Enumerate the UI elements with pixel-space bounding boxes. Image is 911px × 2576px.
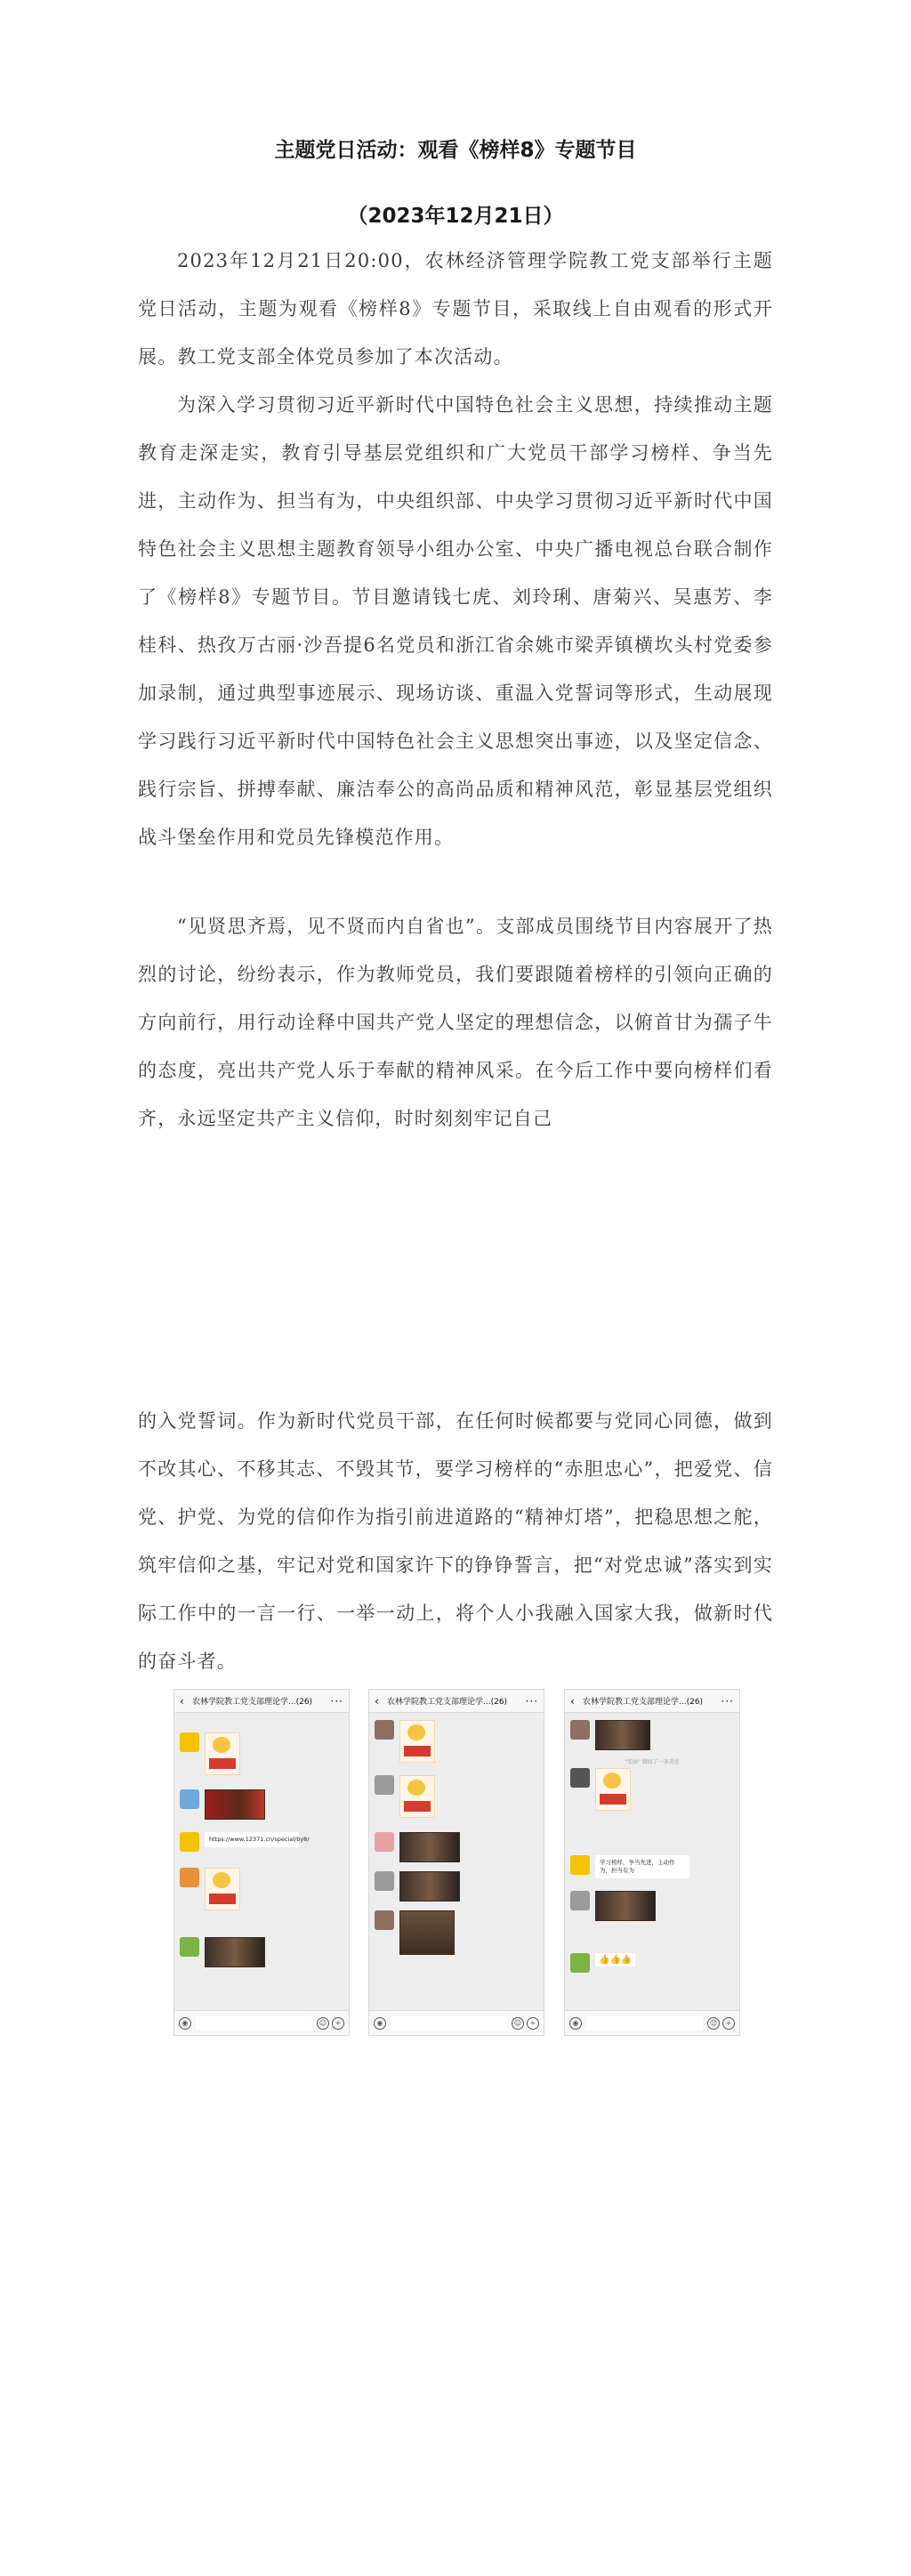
chat-input-bar (369, 2010, 544, 2035)
chat-body (174, 1713, 349, 2010)
chat-message (375, 1910, 455, 1955)
avatar (375, 1832, 394, 1852)
chat-message (180, 1937, 265, 1967)
chat-header (565, 1690, 739, 1713)
chat-message (375, 1832, 460, 1862)
message-input (391, 2016, 507, 2031)
emoji-icon: ☺ (512, 2017, 524, 2030)
chat-message (375, 1775, 435, 1818)
video-thumbnail (205, 1789, 265, 1820)
back-chevron-icon: ‹ (375, 1694, 379, 1708)
shared-card (205, 1868, 240, 1910)
emoji-icon: ☺ (707, 2017, 720, 2030)
paragraph: 的入党誓词。作为新时代党员干部，在任何时候都要与党同心同德，做到不改其心、不移其志、不毁其节，要学习榜样的“赤胆忠心”，把爱党、信党、护党、为党的信仰作为指引前进道路的“精神灯塔”，把稳思想之舵，筑牢信仰之基，牢记对党和国家许下的铮铮誓言，把“对党忠诚”落实到实际工作中的一言一行、一举一动上，将个人小我融入国家大我，做新时代的奋斗者。 (138, 1410, 773, 1672)
avatar (570, 1720, 590, 1740)
avatar (180, 1732, 199, 1752)
emoji-message: 👍👍👍 (595, 1953, 635, 1966)
paragraph: “见贤思齐焉，见不贤而内自省也”。支部成员围绕节目内容展开了热烈的讨论，纷纷表示，作为教师党员，我们要跟随着榜样的引领向正确的方向前行，用行动诠释中国共产党人坚定的理想信念，以俯首甘为孺子牛的态度，亮出共产党人乐于奉献的精神风采。在今后工作中要向榜样们看齐，永远坚定共产主义信仰，时时刻刻牢记自己 (138, 916, 773, 1129)
chat-title: 农林学院教工党支部理论学...(26) (387, 1698, 508, 1707)
avatar (570, 1953, 590, 1973)
text-message: 学习榜样，争当先进，主动作为，担当有为 (595, 1855, 689, 1878)
chat-message (180, 1832, 310, 1852)
avatar (375, 1720, 394, 1740)
avatar (570, 1891, 590, 1910)
chat-message (180, 1868, 240, 1910)
paragraph: 为深入学习贯彻习近平新时代中国特色社会主义思想，持续推动主题教育走深走实，教育引导基层党组织和广大党员干部学习榜样、争当先进，主动作为、担当有为，中央组织部、中央学习贯彻习近平新时代中国特色社会主义思想主题教育领导小组办公室、中央广播电视总台联合制作了《榜样8》专题节目。节目邀请钱七虎、刘玲琍、唐菊兴、吴惠芳、李桂科、热孜万古丽·沙吾提6名党员和浙江省余姚市梁弄镇横坎头村党委参加录制，通过典型事迹展示、现场访谈、重温入党誓词等形式，生动展现学习践行习近平新时代中国特色社会主义思想突出事迹，以及坚定信念、践行宗旨、拼搏奉献、廉洁奉公的高尚品质和精神风范，彰显基层党组织战斗堡垒作用和党员先锋模范作用。 (138, 394, 773, 848)
chat-input-bar (565, 2010, 739, 2035)
chat-message (375, 1871, 460, 1902)
document-date: （2023年12月21日） (347, 205, 564, 228)
chat-screenshot-1 (173, 1689, 350, 2036)
message-input (196, 2016, 312, 2031)
link-message: https://www.12371.cn/special/by8/ (205, 1832, 299, 1847)
chat-title: 农林学院教工党支部理论学...(26) (583, 1698, 704, 1707)
chat-input-bar (174, 2010, 349, 2035)
message-input (586, 2016, 703, 2031)
shared-card (205, 1732, 240, 1775)
video-thumbnail (595, 1891, 656, 1921)
avatar (180, 1937, 199, 1957)
chat-message (570, 1768, 631, 1811)
chat-header (369, 1690, 544, 1713)
chat-message (180, 1732, 240, 1775)
recall-notice: "张丽" 撤回了一条消息 (625, 1759, 680, 1765)
avatar (375, 1910, 394, 1930)
back-chevron-icon: ‹ (570, 1694, 575, 1708)
plus-icon: + (722, 2017, 735, 2030)
chat-screenshot-2 (368, 1689, 544, 2036)
avatar (180, 1789, 199, 1809)
avatar (570, 1855, 590, 1875)
video-thumbnail (399, 1910, 455, 1955)
video-thumbnail (595, 1720, 650, 1750)
chat-message (570, 1891, 656, 1921)
voice-icon: ◉ (374, 2017, 386, 2030)
more-dots-icon: ··· (525, 1694, 538, 1708)
chat-message (570, 1720, 650, 1750)
plus-icon: + (527, 2017, 539, 2030)
voice-icon: ◉ (569, 2017, 582, 2030)
shared-card (399, 1720, 435, 1763)
chat-screenshot-3 (564, 1689, 740, 2036)
chat-body (565, 1713, 739, 2010)
chat-message (180, 1789, 265, 1820)
avatar (180, 1832, 199, 1852)
more-dots-icon: ··· (330, 1694, 343, 1708)
shared-card (399, 1775, 435, 1818)
chat-message (570, 1953, 635, 1973)
back-chevron-icon: ‹ (180, 1694, 184, 1708)
avatar (180, 1868, 199, 1887)
voice-icon: ◉ (179, 2017, 191, 2030)
plus-icon: + (332, 2017, 344, 2030)
document-title: 主题党日活动：观看《榜样8》专题节目 (274, 139, 637, 162)
paragraph: 2023年12月21日20:00，农林经济管理学院教工党支部举行主题党日活动，主题为观看《榜样8》专题节目，采取线上自由观看的形式开展。教工党支部全体党员参加了本次活动。 (138, 250, 773, 367)
avatar (375, 1871, 394, 1891)
shared-card (595, 1768, 631, 1811)
more-dots-icon: ··· (721, 1694, 734, 1708)
avatar (375, 1775, 394, 1795)
video-thumbnail (399, 1871, 460, 1902)
emoji-icon: ☺ (317, 2017, 329, 2030)
video-thumbnail (205, 1937, 265, 1967)
chat-message (570, 1855, 689, 1878)
avatar (570, 1768, 590, 1788)
chat-message (375, 1720, 435, 1763)
video-thumbnail (399, 1832, 460, 1862)
chat-title: 农林学院教工党支部理论学...(26) (192, 1698, 313, 1707)
chat-header (174, 1690, 349, 1713)
chat-body (369, 1713, 544, 2010)
